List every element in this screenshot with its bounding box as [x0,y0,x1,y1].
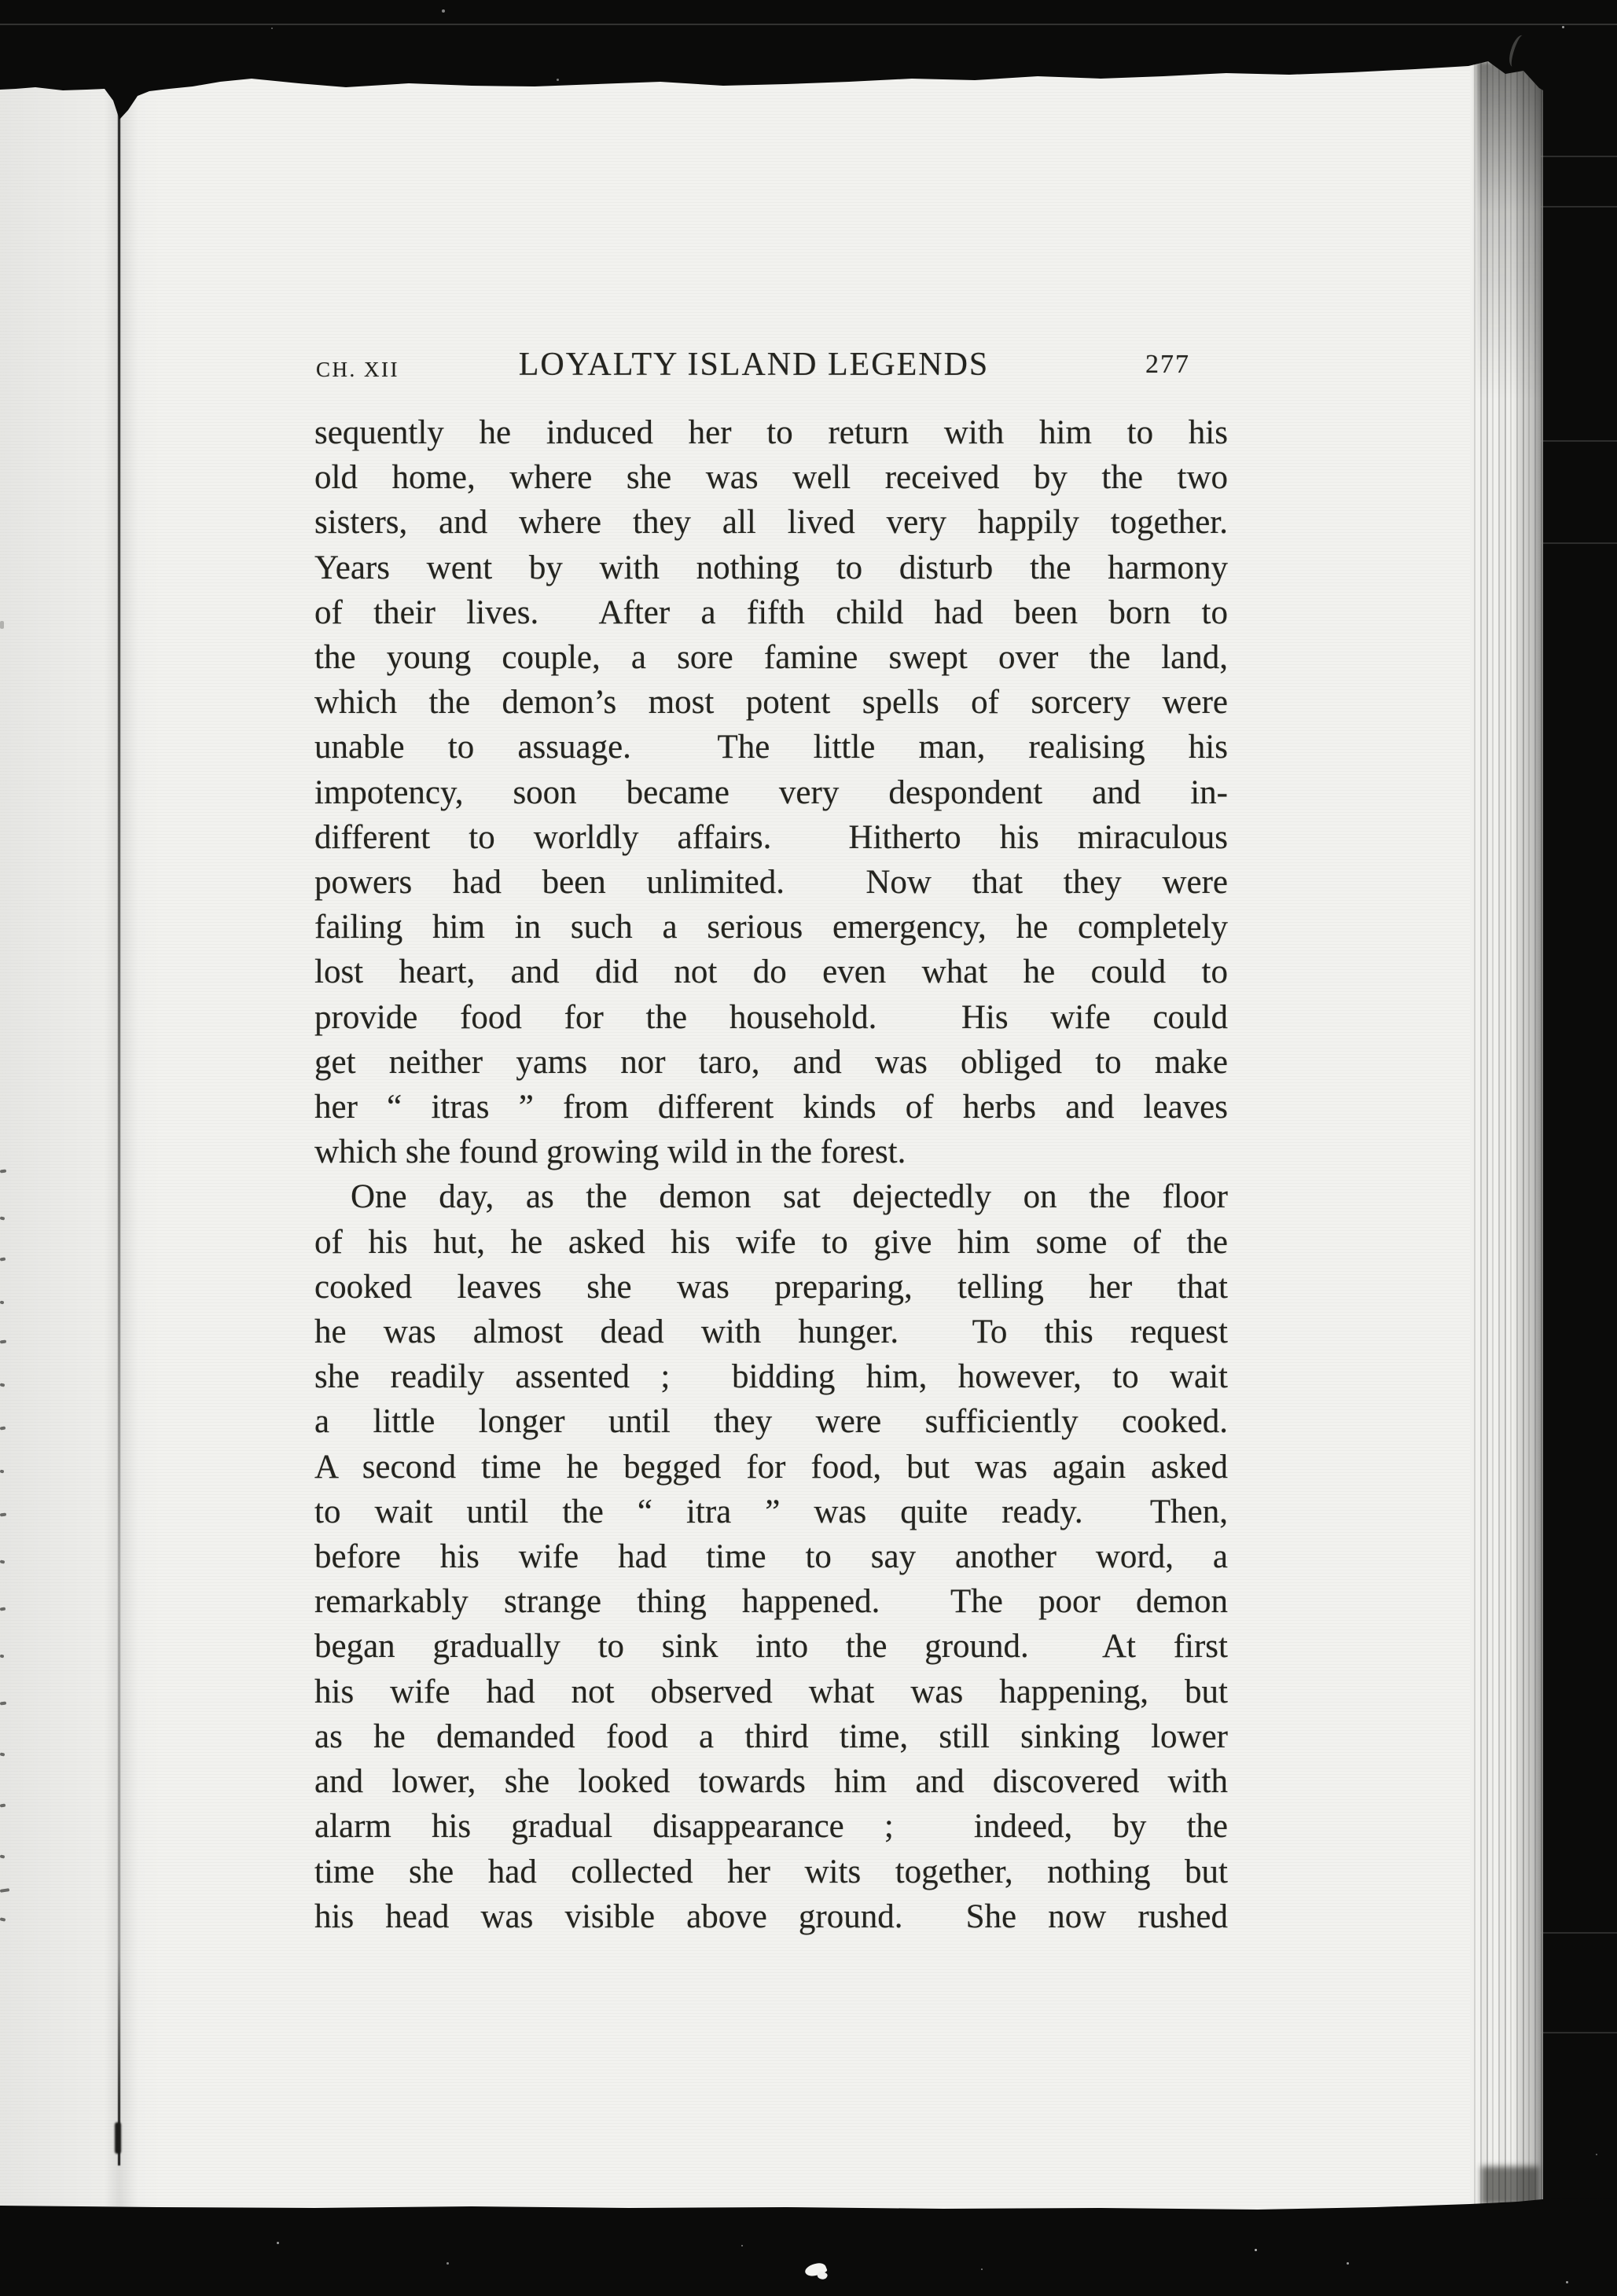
text-line: cooked leaves she was preparing, telling her that [314,1268,1228,1306]
text-line: before his wife had time to say another word, a [314,1538,1228,1576]
text-line: his head was visible above ground. She now rushed [314,1897,1228,1935]
dust-speck [1566,2281,1568,2283]
dust-speck [442,9,445,13]
running-title: LOYALTY ISLAND LEGENDS [518,347,990,383]
text-line: as he demanded food a third time, still sinking lower [314,1717,1228,1755]
page-paper [0,44,1550,2212]
text-line: he was almost dead with hunger. To this request [314,1313,1228,1351]
text-line: which she found growing wild in the forest. [314,1133,906,1171]
text-line: failing him in such a serious emergency, he completely [314,909,1228,946]
text-line: get neither yams nor taro, and was obliged to make [314,1043,1228,1081]
scan-faint-line [1541,542,1617,544]
text-line: and lower, she looked towards him and discovered with [314,1763,1228,1801]
text-line: provide food for the household. His wife could [314,998,1228,1036]
dust-speck [1347,2262,1349,2265]
text-line: sequently he induced her to return with him to his [314,414,1228,451]
dust-speck [981,2268,983,2270]
dust-speck [447,2262,449,2265]
scan-background-bottom [0,2198,1617,2296]
scan-faint-line [1541,156,1617,157]
text-line: to wait until the “ itra ” was quite ready. Then, [314,1493,1228,1530]
text-line: A second time he begged for food, but was again asked [314,1448,1228,1486]
body-text [314,410,1228,1939]
text-line: impotency, soon became very despondent and in- [314,773,1228,811]
page-fold-line [118,83,120,2166]
page-header [314,346,1228,396]
dust-speck [271,28,273,29]
text-line: alarm his gradual disappearance ; indeed, by the [314,1808,1228,1846]
text-line: sisters, and where they all lived very happily together. [314,504,1228,542]
text-line: her “ itras ” from different kinds of herbs and leaves [314,1089,1228,1126]
dust-speck [1596,2154,1597,2155]
fore-edge-smudge-bottom [1481,2166,1539,2206]
scan-faint-line [1541,440,1617,442]
text-line: time she had collected her wits together, nothing but [314,1853,1228,1890]
gutter-shadow [104,44,138,2212]
text-line: began gradually to sink into the ground. At first [314,1628,1228,1666]
scan-faint-line [1541,2032,1617,2033]
text-line: powers had been unlimited. Now that they were [314,864,1228,902]
text-line: unable to assuage. The little man, realising his [314,729,1228,766]
text-line: of his hut, he asked his wife to give him some of the [314,1223,1228,1261]
scan-background-right [1543,0,1617,2296]
text-line: lost heart, and did not do even what he could to [314,953,1228,991]
fold-ink-blob [115,2122,121,2154]
text-line: Years went by with nothing to disturb the harmony [314,549,1228,586]
text-line: One day, as the demon sat dejectedly on the floor [351,1178,1228,1216]
text-line: she readily assented ; bidding him, however, to wait [314,1358,1228,1396]
dust-speck [557,79,559,81]
page-number: 277 [1145,350,1190,379]
chapter-label: CH. XII [316,358,399,381]
dust-speck [1562,26,1564,28]
page-edge-print-fragment [0,621,4,629]
fore-edge-smudge-top [1476,61,1545,399]
text-line: remarkably strange thing happened. The poor demon [314,1583,1228,1621]
dust-speck [277,2242,279,2244]
text-line: old home, where she was well received by the two [314,459,1228,497]
text-line: which the demon’s most potent spells of sorcery were [314,684,1228,722]
scan-hairline [0,24,1617,25]
text-line: a little longer until they were sufficiently cooked. [314,1403,1228,1441]
scan-faint-line [1541,206,1617,208]
scan-faint-line [1541,1932,1617,1934]
text-line: his wife had not observed what was happening, but [314,1673,1228,1710]
dust-speck [1255,2249,1257,2251]
text-line: of their lives. After a fifth child had been born to [314,593,1228,631]
dust-speck [741,2245,743,2246]
text-line: the young couple, a sore famine swept over the land, [314,639,1228,677]
text-line: different to worldly affairs. Hitherto his miraculous [314,818,1228,856]
